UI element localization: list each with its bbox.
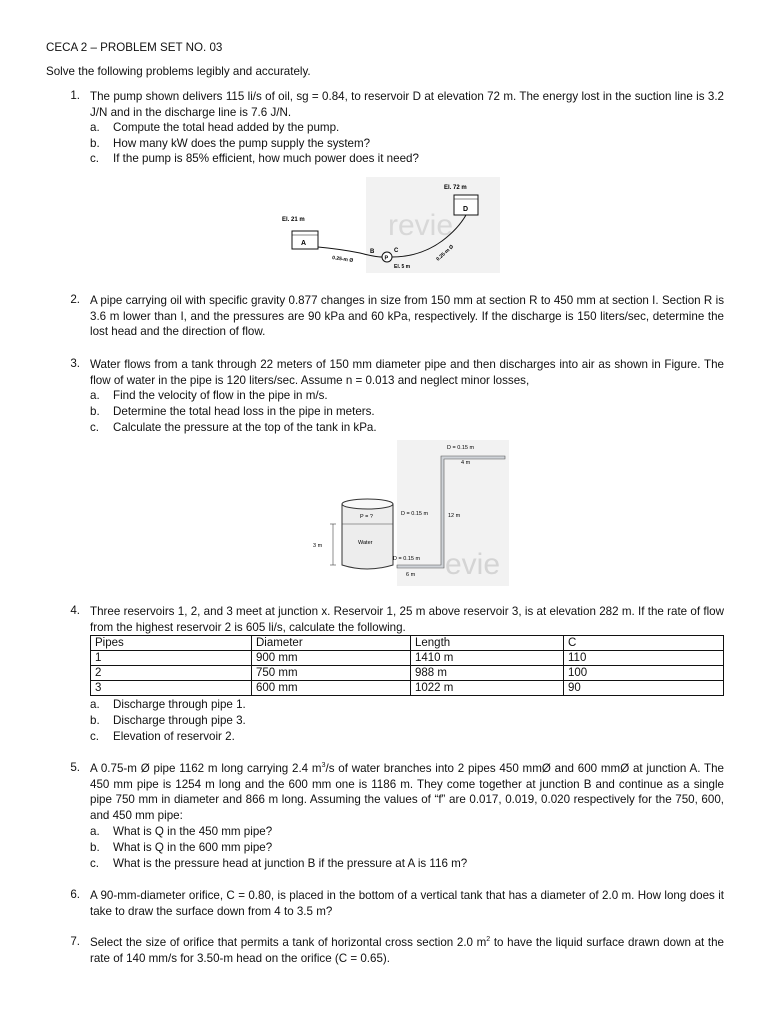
problem-5c-text: What is the pressure head at junction B if the pressure at A is 116 m?	[113, 857, 468, 870]
table-cell: 988 m	[411, 666, 564, 681]
discharge-pipe-label: 0.25-m Ø	[435, 243, 456, 263]
tank-water-label: Water	[358, 540, 373, 546]
bottom-pipe-length-label: 6 m	[406, 572, 416, 578]
problem-3a-label: a.	[90, 389, 100, 402]
pipe-data-table	[90, 635, 724, 696]
problem-1a-text: Compute the total head added by the pump.	[113, 121, 340, 134]
table-cell: 100	[564, 666, 724, 681]
label-el-72: El. 72 m	[444, 185, 467, 191]
problem-3-text: Water flows from a tank through 22 meters of 150 mm diameter pipe and then discharges into air as shown in Figure. The flow of water in the pipe is 120 liters/sec. Assume n = 0.013 and neglect minor losses,	[90, 358, 724, 387]
tank-height-label: 3 m	[313, 543, 323, 549]
problem-1-number: 1.	[70, 89, 80, 102]
problem-3b-text: Determine the total head loss in the pipe in meters.	[113, 405, 375, 418]
problem-4c-label: c.	[90, 730, 100, 743]
table-cell: 90	[564, 681, 724, 696]
table-header-cell: C	[564, 636, 724, 651]
point-c-label: C	[394, 248, 399, 254]
problem-4a-label: a.	[90, 698, 100, 711]
problem-6-text: A 90-mm-diameter orifice, C = 0.80, is placed in the bottom of a vertical tank that has a diameter of 2.0 m. How long does it take to draw the surface down from 4 to 3.5 m?	[90, 889, 724, 918]
label-el-5: El. 5 m	[394, 264, 411, 270]
table-cell: 900 mm	[252, 651, 411, 666]
pump-system-figure	[270, 175, 502, 275]
problem-5c-label: c.	[90, 857, 100, 870]
problem-5-text-part1: A 0.75-m Ø pipe 1162 m long carrying 2.4 m	[90, 762, 322, 775]
table-cell: 1410 m	[411, 651, 564, 666]
problem-3c-label: c.	[90, 421, 100, 434]
table-row	[91, 651, 724, 666]
tank-pressure-label: P = ?	[360, 514, 373, 520]
table-header-row	[91, 636, 724, 651]
problem-1b-text: How many kW does the pump supply the system?	[113, 137, 371, 150]
problem-1b-label: b.	[90, 137, 100, 150]
problem-3a-text: Find the velocity of flow in the pipe in m/s.	[113, 389, 328, 402]
problem-4c-text: Elevation of reservoir 2.	[113, 730, 235, 743]
problem-2-number: 2.	[70, 293, 80, 306]
problem-7-superscript: 2	[486, 936, 491, 944]
problem-6-number: 6.	[70, 888, 80, 901]
table-row	[91, 666, 724, 681]
problem-1c-label: c.	[90, 152, 100, 165]
vertical-pipe-length-label: 12 m	[448, 513, 461, 519]
vertical-pipe-diameter-label: D = 0.15 m	[401, 511, 429, 517]
problem-1-text: The pump shown delivers 115 li/s of oil, sg = 0.84, to reservoir D at elevation 72 m. The energy lost in the suction line is 3.2 J/N and in the discharge line is 7.6 J/N.	[90, 90, 724, 119]
instructions: Solve the following problems legibly and accurately.	[46, 65, 311, 78]
top-pipe-length-label: 4 m	[461, 460, 471, 466]
problem-7-text	[90, 935, 724, 966]
problem-4b-text: Discharge through pipe 3.	[113, 714, 246, 727]
table-row	[91, 681, 724, 696]
table-cell: 3	[91, 681, 252, 696]
problem-7-text-part1: Select the size of orifice that permits a tank of horizontal cross section 2.0 m	[90, 936, 487, 949]
problem-2-text: A pipe carrying oil with specific gravity 0.877 changes in size from 150 mm at section R to 450 mm at section I. Section R is 3.6 m lower than I, and the pressures are 90 kPa and 60 kPa, respectively. If the discharge is 150 liters/sec, determine the lost head and the direction of flow.	[90, 294, 724, 339]
problem-1a-label: a.	[90, 121, 100, 134]
problem-5b-label: b.	[90, 841, 100, 854]
table-cell: 600 mm	[252, 681, 411, 696]
problem-1c-text: If the pump is 85% efficient, how much power does it need?	[113, 152, 419, 165]
pump-label: P	[384, 255, 389, 262]
problem-3c-text: Calculate the pressure at the top of the tank in kPa.	[113, 421, 377, 434]
watermark: evie	[445, 548, 501, 581]
problem-4-text: Three reservoirs 1, 2, and 3 meet at junction x. Reservoir 1, 25 m above reservoir 3, is at elevation 282 m. If the rate of flow from the highest reservoir 2 is 605 li/s, calculate the following.	[90, 605, 724, 634]
top-pipe-diameter-label: D = 0.15 m	[447, 445, 475, 451]
table-cell: 750 mm	[252, 666, 411, 681]
table-header-cell: Diameter	[252, 636, 411, 651]
problem-5-text	[90, 761, 724, 823]
problem-5b-text: What is Q in the 600 mm pipe?	[113, 841, 273, 854]
problem-3b-label: b.	[90, 405, 100, 418]
problem-7-number: 7.	[70, 935, 80, 948]
problem-5a-label: a.	[90, 825, 100, 838]
table-cell: 110	[564, 651, 724, 666]
problem-4-number: 4.	[70, 604, 80, 617]
table-header-cell: Length	[411, 636, 564, 651]
problem-5a-text: What is Q in the 450 mm pipe?	[113, 825, 273, 838]
table-header-cell: Pipes	[91, 636, 252, 651]
bottom-pipe-diameter-label: D = 0.15 m	[393, 556, 421, 562]
problem-3-number: 3.	[70, 357, 80, 370]
table-cell: 1	[91, 651, 252, 666]
document-title: CECA 2 – PROBLEM SET NO. 03	[46, 41, 223, 54]
reservoir-a-label: A	[301, 240, 307, 247]
suction-pipe-label: 0.25-m Ø	[331, 255, 354, 264]
problem-5-text-part2: /s of water branches into 2 pipes 450 mmØ and 600 mmØ at junction A. The 450 mm pipe is 1254 m long and the 600 mm one is 1186 m. They come together at junction B and continue as a single pipe 750 mm in diameter and 866 m long. Assuming the values of “f” are 0.017, 0.019, 0.020 respectively for the 750, 600, and 450 mm pipe:	[90, 762, 724, 822]
problem-7-text-part2: to have the liquid surface drawn down at the rate of 140 mm/s for 3.50-m head on the orifice (C = 0.65).	[90, 936, 724, 965]
tank-pipe-figure	[305, 440, 510, 588]
reservoir-d-label: D	[463, 206, 469, 213]
problem-4a-text: Discharge through pipe 1.	[113, 698, 246, 711]
watermark: revie	[388, 209, 454, 242]
problem-4b-label: b.	[90, 714, 100, 727]
table-cell: 1022 m	[411, 681, 564, 696]
label-el-21: El. 21 m	[282, 217, 305, 223]
problem-5-number: 5.	[70, 761, 80, 774]
problem-5-superscript: 3	[321, 762, 326, 770]
point-b-label: B	[370, 249, 375, 255]
tank-top	[342, 499, 393, 509]
table-cell: 2	[91, 666, 252, 681]
